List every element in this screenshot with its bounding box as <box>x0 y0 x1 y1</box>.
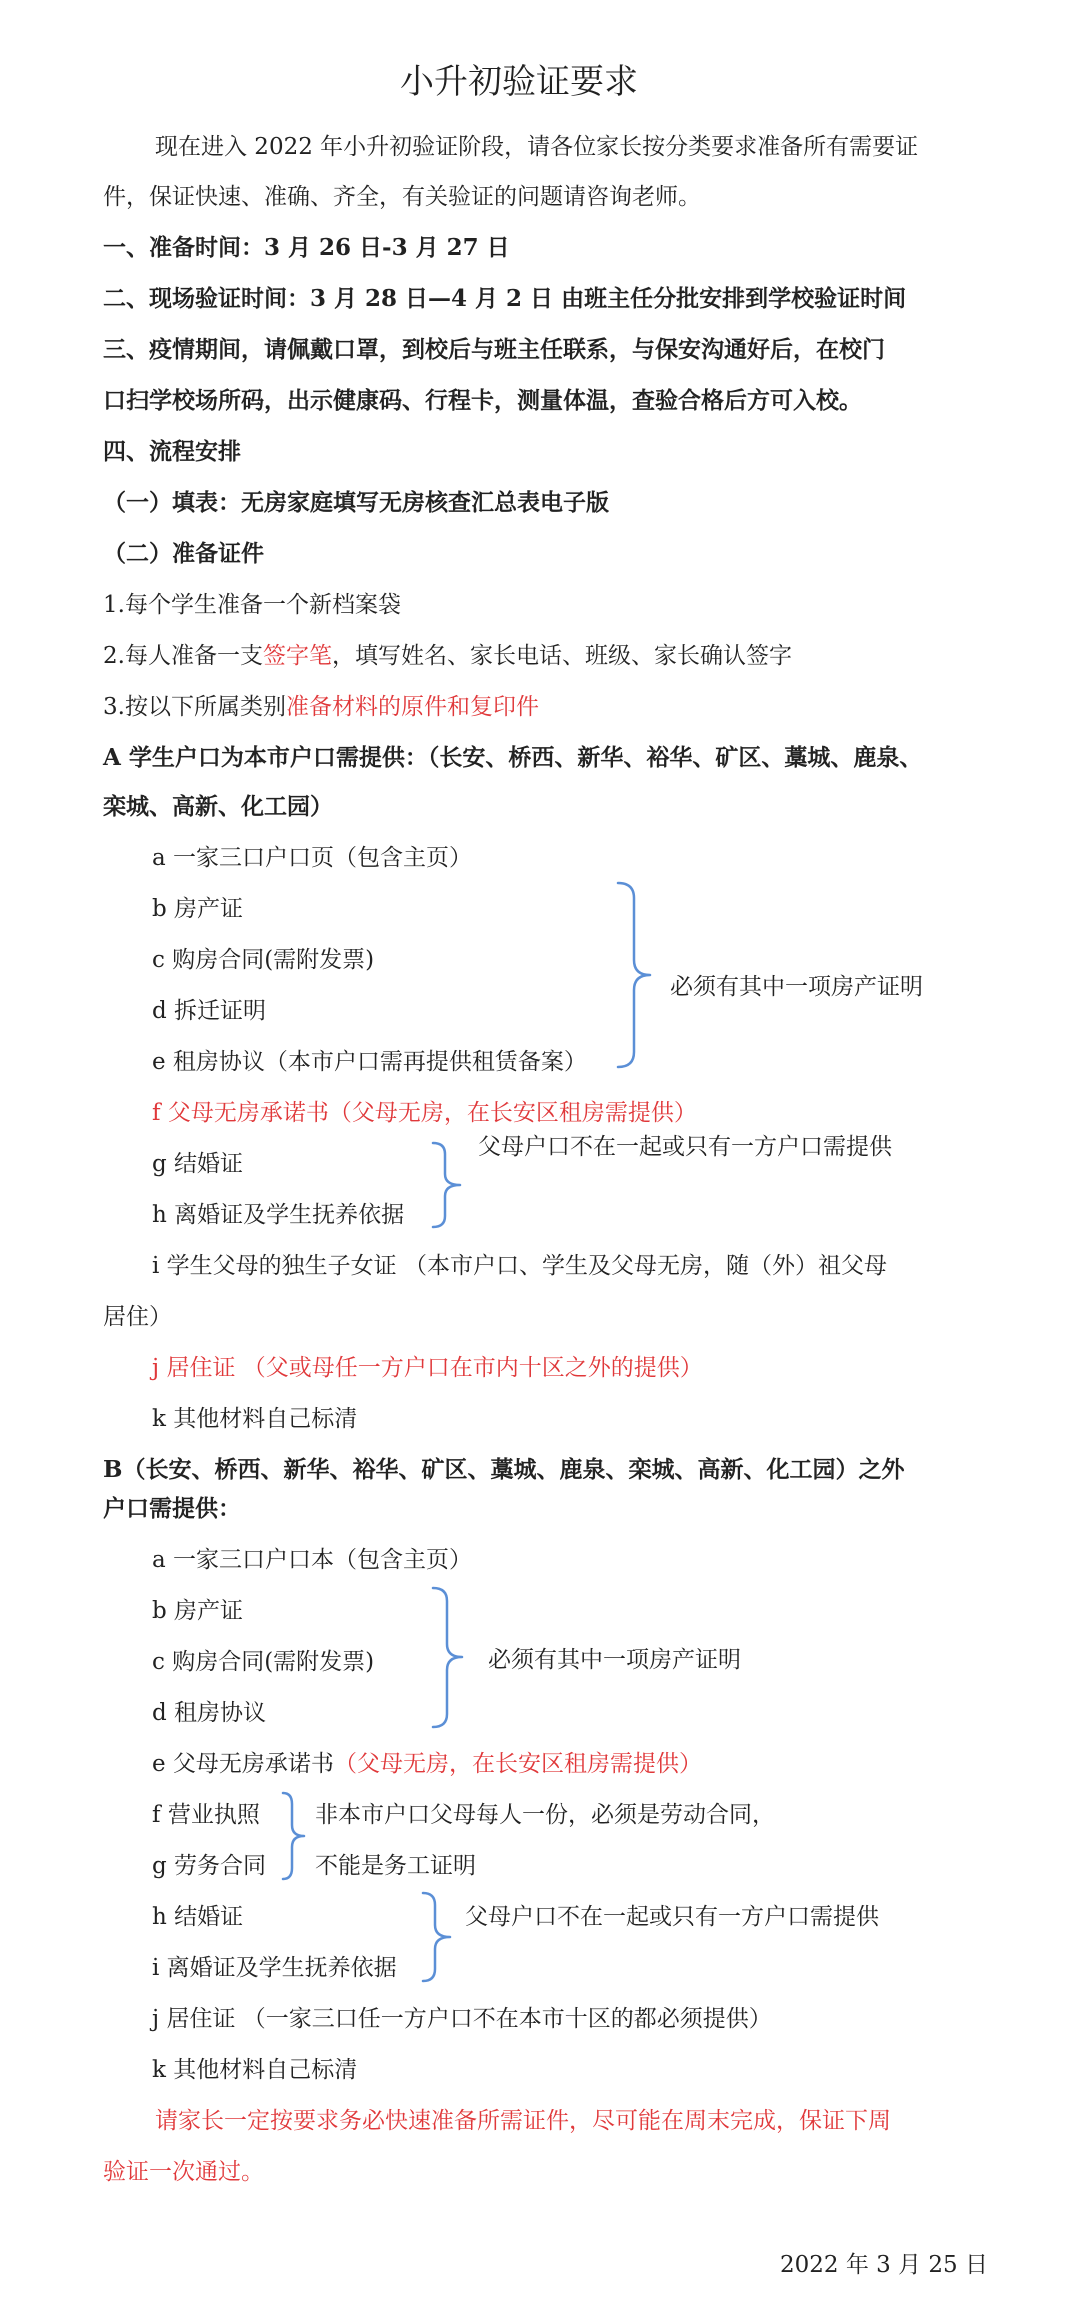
group-b-item-b: b 房产证 <box>152 1598 244 1624</box>
group-a-item-b: b 房产证 <box>152 896 244 922</box>
step-2 <box>103 641 792 671</box>
group-a-header-line-2: 栾城、高新、化工园） <box>103 793 333 820</box>
group-a-item-a: a 一家三口户口页（包含主页） <box>152 845 473 871</box>
step-3-highlight: 准备材料的原件和复印件 <box>285 694 539 720</box>
group-b-item-h: h 结婚证 <box>152 1904 244 1930</box>
step-3-text: 3.按以下所属类别 <box>103 694 286 720</box>
group-a-item-i-line-2: 居住） <box>103 1304 172 1330</box>
subsection-prepare-docs: （二）准备证件 <box>103 540 264 567</box>
group-a-item-g: g 结婚证 <box>152 1151 244 1177</box>
group-a-item-f: f 父母无房承诺书（父母无房，在长安区租房需提供） <box>152 1100 697 1126</box>
intro-line-1: 现在进入 2022 年小升初验证阶段，请各位家长按分类要求准备所有需要证 <box>155 134 919 160</box>
step-2-text-end: ，填写姓名、家长电话、班级、家长确认签字 <box>331 643 792 669</box>
group-a-item-e: e 租房协议（本市户口需再提供租赁备案） <box>152 1049 587 1075</box>
group-b-item-d: d 租房协议 <box>152 1700 267 1726</box>
section-onsite-time: 二、现场验证时间：3 月 28 日—4 月 2 日 由班主任分批安排到学校验证时间 <box>103 285 907 312</box>
group-a-item-d: d 拆迁证明 <box>152 998 267 1024</box>
group-a-brace-marriage-note: 父母户口不在一起或只有一方户口需提供 <box>478 1134 892 1160</box>
group-b-brace-labor <box>280 1790 310 1882</box>
group-b-item-g: g 劳务合同 <box>152 1853 267 1879</box>
group-a-brace-property-note: 必须有其中一项房产证明 <box>670 974 923 1000</box>
closing-note-line-1: 请家长一定按要求务必快速准备所需证件，尽可能在周末完成，保证下周 <box>155 2108 891 2134</box>
group-b-item-k: k 其他材料自己标清 <box>152 2057 358 2083</box>
step-2-text: 2.每人准备一支 <box>103 643 263 669</box>
group-b-brace-labor-note-line-1: 非本市户口父母每人一份，必须是劳动合同， <box>315 1802 775 1828</box>
group-b-brace-marriage-note: 父母户口不在一起或只有一方户口需提供 <box>465 1904 879 1930</box>
group-b-brace-marriage <box>420 1890 460 1985</box>
group-a-item-j: j 居住证 （父或母任一方户口在市内十区之外的提供） <box>152 1355 703 1381</box>
group-a-header-line-1: A 学生户口为本市户口需提供：（长安、桥西、新华、裕华、矿区、藁城、鹿泉、 <box>103 744 923 771</box>
group-b-brace-property-note: 必须有其中一项房产证明 <box>488 1647 741 1673</box>
group-a-item-c: c 购房合同(需附发票) <box>152 947 375 973</box>
group-b-item-j: j 居住证 （一家三口任一方户口不在本市十区的都必须提供） <box>152 2006 772 2032</box>
group-b-brace-property <box>430 1585 470 1730</box>
page-title: 小升初验证要求 <box>400 62 638 102</box>
group-b-item-f: f 营业执照 <box>152 1802 260 1828</box>
group-a-brace-property <box>615 880 655 1070</box>
document-date: 2022 年 3 月 25 日 <box>780 2252 988 2278</box>
group-b-item-e <box>152 1749 702 1779</box>
step-2-highlight: 签字笔 <box>262 643 332 669</box>
step-1: 1.每个学生准备一个新档案袋 <box>103 592 401 618</box>
group-a-item-k: k 其他材料自己标清 <box>152 1406 358 1432</box>
section-epidemic-line-1: 三、疫情期间，请佩戴口罩，到校后与班主任联系，与保安沟通好后，在校门 <box>103 336 885 363</box>
section-prep-time: 一、准备时间：3 月 26 日-3 月 27 日 <box>103 234 510 261</box>
subsection-fill-form: （一）填表：无房家庭填写无房核查汇总表电子版 <box>103 489 609 516</box>
group-a-item-h: h 离婚证及学生抚养依据 <box>152 1202 405 1228</box>
group-b-item-e-highlight: （父母无房，在长安区租房需提供） <box>333 1751 702 1777</box>
section-epidemic-line-2: 口扫学校场所码，出示健康码、行程卡，测量体温，查验合格后方可入校。 <box>103 387 862 414</box>
group-b-item-i: i 离婚证及学生抚养依据 <box>152 1955 397 1981</box>
section-process: 四、流程安排 <box>103 438 241 465</box>
group-a-brace-marriage <box>430 1140 470 1230</box>
intro-line-2: 件，保证快速、准确、齐全，有关验证的问题请咨询老师。 <box>103 184 701 210</box>
group-b-item-e-text: e 父母无房承诺书 <box>152 1751 334 1777</box>
group-b-header-line-2: 户口需提供： <box>103 1495 241 1522</box>
group-b-item-a: a 一家三口户口本（包含主页） <box>152 1547 473 1573</box>
group-b-item-c: c 购房合同(需附发票) <box>152 1649 375 1675</box>
group-a-item-i-line-1: i 学生父母的独生子女证 （本市户口、学生及父母无房，随（外）祖父母 <box>152 1253 887 1279</box>
step-3 <box>103 692 539 722</box>
group-b-header-line-1: B（长安、桥西、新华、裕华、矿区、藁城、鹿泉、栾城、高新、化工园）之外 <box>103 1456 905 1483</box>
group-b-brace-labor-note-line-2: 不能是务工证明 <box>315 1853 476 1879</box>
closing-note-line-2: 验证一次通过。 <box>103 2159 264 2185</box>
